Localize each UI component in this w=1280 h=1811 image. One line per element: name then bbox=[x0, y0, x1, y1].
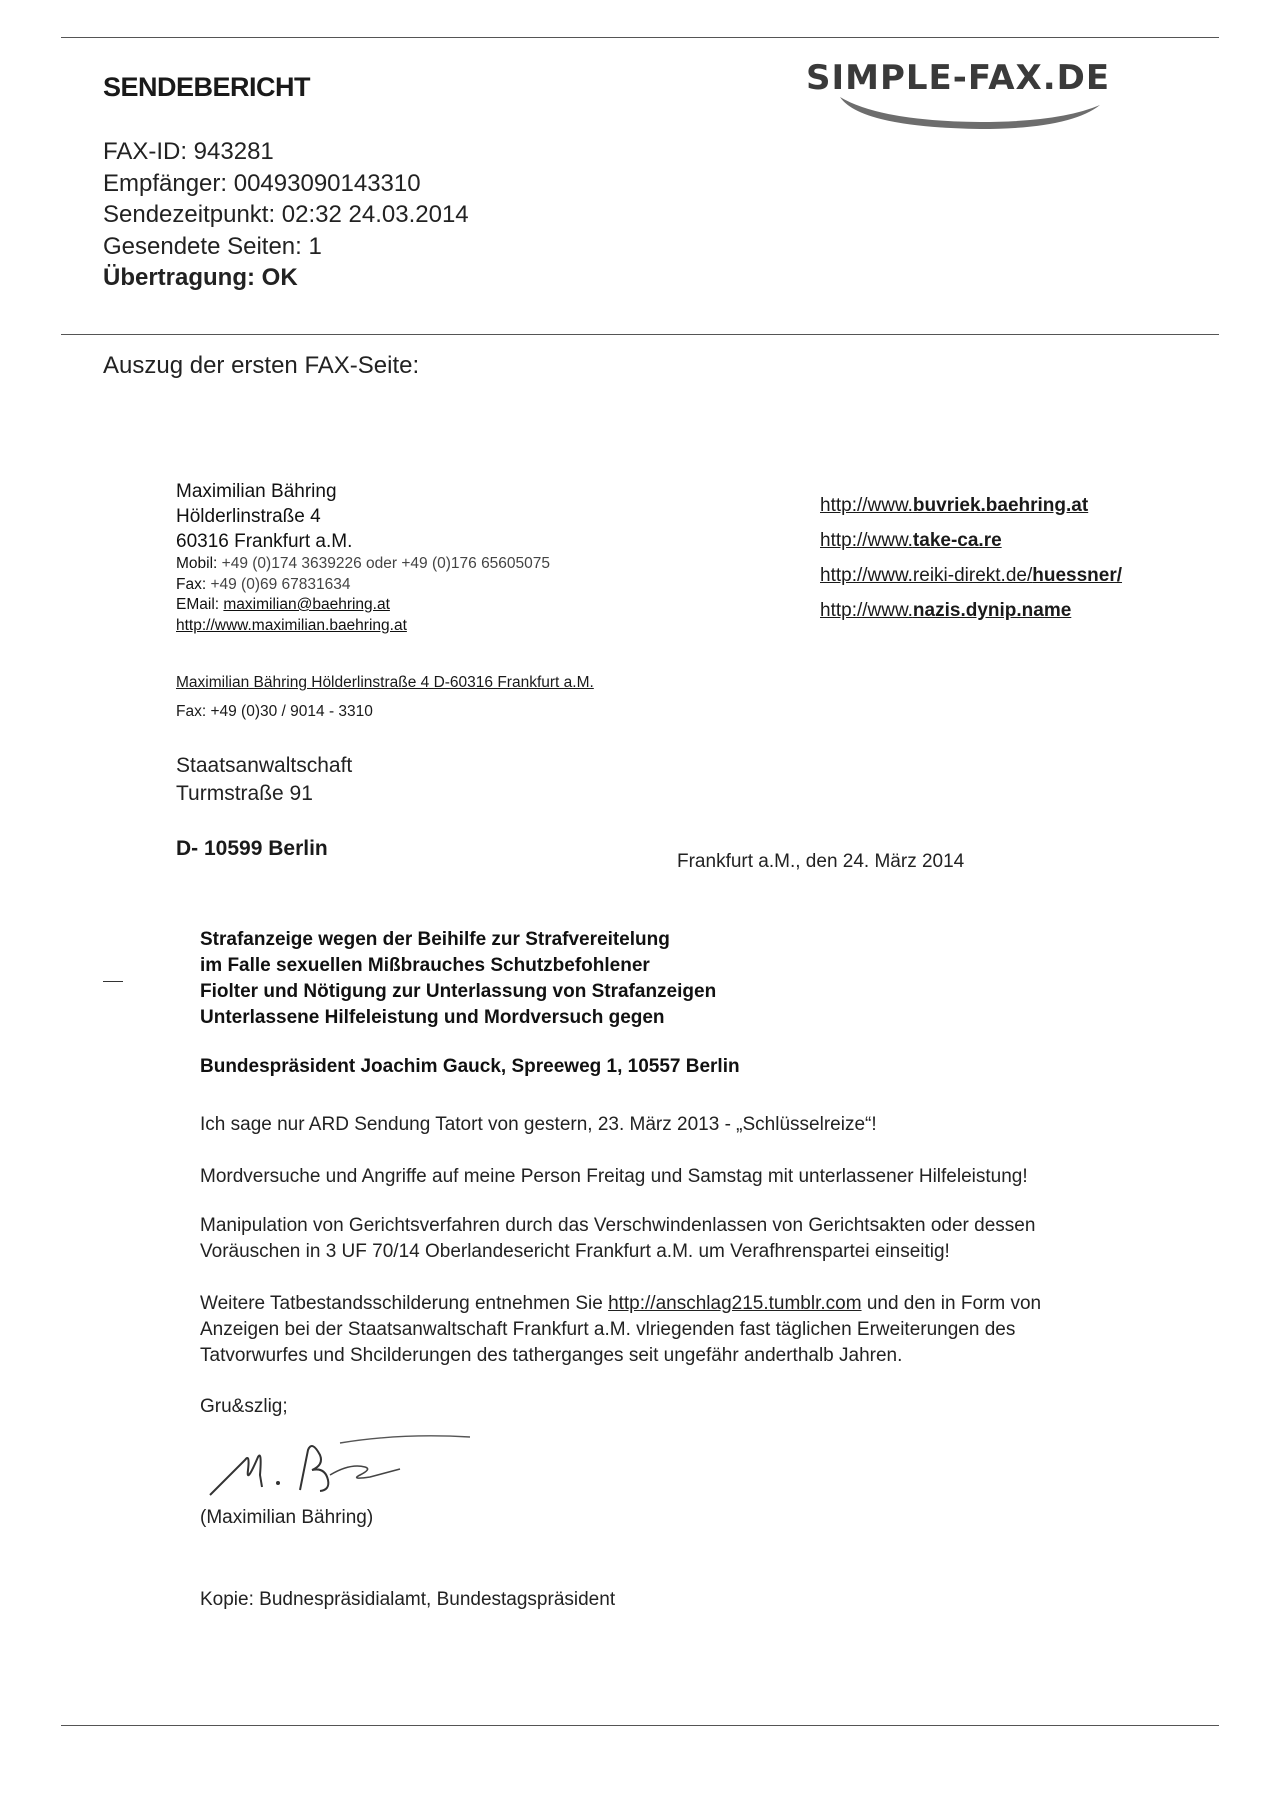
report-title: SENDEBERICHT bbox=[103, 72, 311, 102]
paragraph-2: Mordversuche und Angriffe auf meine Person Freitag und Samstag mit unterlassener Hilfeleistung! bbox=[200, 1166, 1028, 1187]
transmission-status: Übertragung: OK bbox=[103, 264, 298, 291]
subject-line: im Falle sexuellen Mißbrauches Schutzbefohlener bbox=[200, 955, 650, 976]
send-time: Sendezeitpunkt: 02:32 24.03.2014 bbox=[103, 201, 469, 228]
subject-line: Fiolter und Nötigung zur Unterlassung von Strafanzeigen bbox=[200, 981, 717, 1002]
signature-image bbox=[200, 1425, 480, 1505]
excerpt-label: Auszug der ersten FAX-Seite: bbox=[103, 352, 420, 379]
subject-block bbox=[200, 927, 716, 1031]
sender-city: 60316 Frankfurt a.M. bbox=[176, 531, 353, 552]
subject-line: Strafanzeige wegen der Beihilfe zur Strafvereitelung bbox=[200, 929, 670, 950]
recipient-fax: Fax: +49 (0)30 / 9014 - 3310 bbox=[176, 703, 373, 720]
sender-email: EMail: maximilian@baehring.at bbox=[176, 596, 390, 613]
pages-sent: Gesendete Seiten: 1 bbox=[103, 232, 322, 260]
recipient-street: Turmstraße 91 bbox=[176, 782, 313, 805]
bottom-rule bbox=[61, 1725, 1219, 1726]
sender-website[interactable]: http://www.maximilian.baehring.at bbox=[176, 616, 407, 634]
recipient-number: Empfänger: 00493090143310 bbox=[103, 169, 421, 197]
report-meta bbox=[103, 136, 469, 294]
sender-mobile: Mobil: +49 (0)174 3639226 oder +49 (0)176 65605075 bbox=[176, 555, 551, 572]
links-list bbox=[820, 488, 1122, 628]
section-rule bbox=[61, 334, 1219, 335]
paragraph-3: Manipulation von Gerichtsverfahren durch das Verschwindenlassen von Gerichtsakten oder dessen Voräuschen in 3 UF 70/14 Oberlandesericht Frankfurt a.M. um Verafhrenspartei einseitig! bbox=[200, 1215, 1036, 1262]
paragraph-1: Ich sage nur ARD Sendung Tatort von gestern, 23. März 2013 - „Schlüsselreize“! bbox=[200, 1114, 877, 1135]
paragraph-4: Weitere Tatbestandsschilderung entnehmen Sie http://anschlag215.tumblr.com und den in Form von Anzeigen bei der Staatsanwaltschaft Frankfurt a.M. vlriegenden fast täglichen Erweiterungen des Tatvorwurfes und Shcilderungen des tatherganges seit ungefähr anderthalb Jahren. bbox=[200, 1293, 1042, 1366]
letter-date: Frankfurt a.M., den 24. März 2014 bbox=[677, 851, 965, 872]
sender-name: Maximilian Bähring bbox=[176, 481, 337, 502]
subject-line: Unterlassene Hilfeleistung und Mordversuch gegen bbox=[200, 1007, 665, 1028]
fax-id: FAX-ID: 943281 bbox=[103, 138, 274, 165]
recipient-org: Staatsanwaltschaft bbox=[176, 754, 353, 777]
fold-mark bbox=[103, 981, 123, 982]
return-address: Maximilian Bähring Hölderlinstraße 4 D-60316 Frankfurt a.M. bbox=[176, 674, 594, 691]
link-item[interactable]: http://www.take-ca.re bbox=[820, 530, 1002, 551]
sender-street: Hölderlinstraße 4 bbox=[176, 506, 321, 527]
recipient-address bbox=[176, 752, 352, 808]
simple-fax-logo bbox=[800, 52, 1220, 132]
link-item[interactable]: http://www.nazis.dynip.name bbox=[820, 600, 1072, 621]
recipient-city: D- 10599 Berlin bbox=[176, 837, 328, 860]
top-rule bbox=[61, 37, 1219, 38]
sender-fax: Fax: +49 (0)69 67831634 bbox=[176, 575, 351, 593]
email-link[interactable]: maximilian@baehring.at bbox=[223, 596, 390, 613]
accused-line: Bundespräsident Joachim Gauck, Spreeweg 1, 10557 Berlin bbox=[200, 1056, 740, 1077]
closing: Gru&szlig; bbox=[200, 1396, 288, 1417]
tumblr-link[interactable]: http://anschlag215.tumblr.com bbox=[608, 1293, 862, 1314]
link-item[interactable]: http://www.reiki-direkt.de/huessner/ bbox=[820, 565, 1123, 586]
signature-name: (Maximilian Bähring) bbox=[200, 1507, 374, 1528]
sender-block bbox=[176, 479, 550, 636]
copy-recipients: Kopie: Budnespräsidialamt, Bundestagspräsident bbox=[200, 1589, 616, 1610]
link-item[interactable]: http://www.buvriek.baehring.at bbox=[820, 495, 1089, 516]
logo-text: SIMPLE-FAX.DE bbox=[806, 58, 1111, 98]
